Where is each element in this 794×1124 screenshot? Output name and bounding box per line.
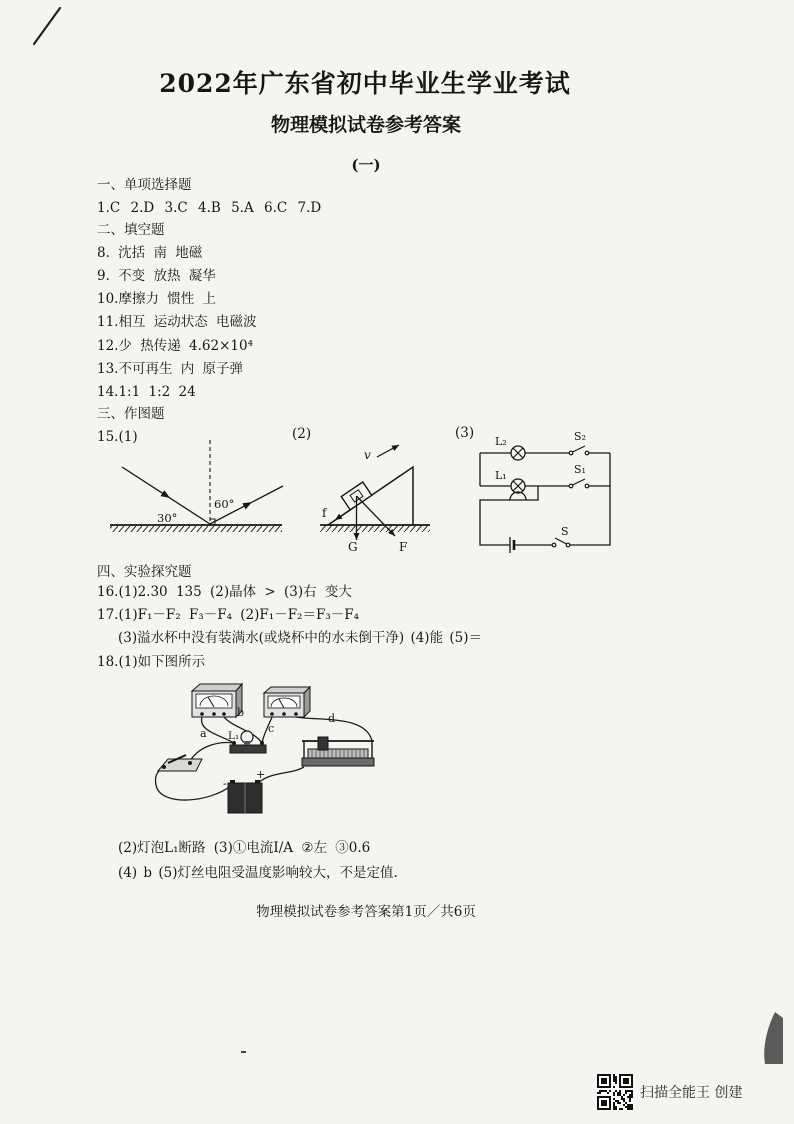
lamp-label: L₁ — [228, 730, 240, 742]
sliding-rheostat — [302, 737, 374, 766]
answer-q18-line2: (2)灯泡L₁断路 (3)①电流I/A ②左 ③0.6 — [118, 840, 371, 856]
reflected-ray-arrow — [242, 502, 252, 509]
switch-main-contact — [566, 543, 570, 547]
circuit-diagram — [470, 425, 620, 555]
page-footer: 物理模拟试卷参考答案第1页／共6页 — [256, 904, 476, 920]
lamp-l1-cross — [513, 481, 523, 491]
rheostat-slider — [318, 737, 328, 750]
battery-terminal-negative — [230, 780, 235, 783]
section-heading-experiment: 四、实验探究题 — [97, 564, 192, 580]
scan-speck — [241, 1051, 246, 1053]
qr-code — [597, 1074, 633, 1110]
switch-s2-contact — [585, 451, 589, 455]
reflect-angle-label: 60° — [214, 497, 235, 511]
answer-q12: 12.少 热传递 4.62×10⁴ — [97, 338, 254, 354]
friction-label: f — [322, 506, 327, 520]
ammeter-top — [264, 687, 310, 693]
wire-b-label: b — [237, 706, 245, 719]
voltmeter-terminal-3 — [222, 712, 226, 716]
switch-terminal-left — [162, 765, 166, 769]
q15-part2-label: (2) — [292, 426, 312, 442]
lamp-l2 — [511, 446, 525, 460]
ammeter-terminal-2 — [282, 712, 286, 716]
battery-plus-label: + — [256, 768, 266, 781]
battery-box — [228, 780, 262, 813]
mirror-hatching — [110, 525, 282, 532]
gravity-label: G — [348, 540, 358, 554]
switch-terminal-right — [188, 761, 192, 765]
circuit-wires — [480, 453, 610, 545]
ammeter-side — [304, 687, 310, 717]
lamp-l1-label: L₁ — [495, 469, 507, 482]
switch-s2-pivot — [569, 451, 573, 455]
force-label: F — [399, 540, 408, 554]
section-heading-drawing: 三、作图题 — [97, 406, 165, 422]
answer-q17-line2: (3)溢水杯中没有装满水(或烧杯中的水未倒干净) (4)能 (5)＝ — [118, 630, 482, 646]
scan-edge-shadow — [755, 1008, 785, 1068]
lamp-l2-label: L₂ — [495, 435, 507, 448]
answer-q14: 14.1:1 1:2 24 — [97, 384, 196, 400]
lamp-l2-cross — [513, 448, 523, 458]
switch-s1 — [569, 479, 589, 488]
pen-mark — [28, 4, 68, 48]
lamp-l1 — [511, 479, 525, 493]
ammeter — [264, 687, 310, 717]
exam-subtitle: 物理模拟试卷参考答案 — [270, 114, 461, 136]
answer-q17-line1: 17.(1)F₁－F₂ F₃－F₄ (2)F₁－F₂＝F₃－F₄ — [97, 607, 360, 623]
answer-q16: 16.(1)2.30 135 (2)晶体 > (3)右 变大 — [97, 584, 352, 600]
gravity-arrow-head — [354, 533, 360, 540]
answers-choice: 1.C 2.D 3.C 4.B 5.A 6.C 7.D — [97, 200, 322, 216]
wire-a — [190, 743, 234, 761]
switch-main-blade — [555, 538, 567, 544]
scanner-watermark: 扫描全能王 创建 — [640, 1085, 743, 1101]
ammeter-terminal-1 — [270, 712, 274, 716]
part-number: (一) — [351, 156, 381, 174]
rheostat-base — [302, 758, 374, 766]
voltmeter-terminal-2 — [212, 712, 216, 716]
battery-minus-label: - — [223, 777, 227, 790]
wire-d-label: d — [328, 712, 336, 725]
q15-part3-label: (3) — [455, 425, 475, 441]
switch-s1-contact — [585, 484, 589, 488]
section-heading-choice: 一、单项选择题 — [97, 177, 192, 193]
ammeter-terminal-3 — [294, 712, 298, 716]
q15-part1-label: 15.(1) — [97, 429, 138, 445]
velocity-label: v — [364, 448, 371, 462]
apparatus-diagram — [150, 675, 380, 820]
switch-s2-label: S₂ — [574, 430, 586, 443]
incident-ray-arrow — [161, 490, 171, 498]
answer-q13: 13.不可再生 内 原子弹 — [97, 361, 244, 377]
switch-main — [552, 538, 570, 547]
exam-title: 2022年广东省初中毕业生学业考试 — [159, 69, 571, 98]
section-heading-fill: 二、填空题 — [97, 222, 165, 238]
lamp-post-right — [260, 741, 264, 745]
lamp-socket — [244, 741, 250, 745]
voltmeter-terminal-1 — [200, 712, 204, 716]
edge-shadow-shape — [764, 1012, 783, 1064]
battery-symbol — [510, 537, 514, 553]
switch-main-pivot — [552, 543, 556, 547]
wire-a-label: a — [200, 727, 207, 740]
voltmeter — [192, 684, 245, 719]
switch-board — [158, 759, 202, 771]
switch-s1-pivot — [569, 484, 573, 488]
knife-switch — [158, 755, 202, 771]
incline-force-diagram — [315, 440, 440, 555]
reflection-diagram — [100, 435, 290, 540]
switch-s2-blade — [573, 446, 586, 452]
bell-loop-wire — [480, 486, 538, 545]
switch-s1-blade — [573, 479, 586, 485]
answer-q18-intro: 18.(1)如下图所示 — [97, 654, 206, 670]
ground-hatching — [320, 525, 430, 532]
switch-s2 — [569, 446, 589, 455]
incident-angle-label: 30° — [157, 511, 178, 525]
voltmeter-top — [192, 684, 242, 691]
answer-q10: 10.摩擦力 惯性 上 — [97, 291, 217, 307]
answer-q18-line3: (4) b (5)灯丝电阻受温度影响较大，不是定值. — [118, 865, 398, 881]
switch-s1-label: S₁ — [574, 463, 586, 476]
pen-stroke — [34, 8, 60, 44]
answer-q9: 9. 不变 放热 凝华 — [97, 268, 216, 284]
answer-q11: 11.相互 运动状态 电磁波 — [97, 314, 257, 330]
rheostat-coil — [308, 749, 368, 758]
lamp-base — [230, 745, 266, 753]
answer-q8: 8. 沈括 南 地磁 — [97, 245, 203, 261]
wire-c-label: c — [268, 722, 275, 735]
wire-battery-negative — [155, 767, 232, 800]
switch-main-label: S — [561, 525, 569, 538]
friction-arrow-head — [335, 514, 343, 520]
